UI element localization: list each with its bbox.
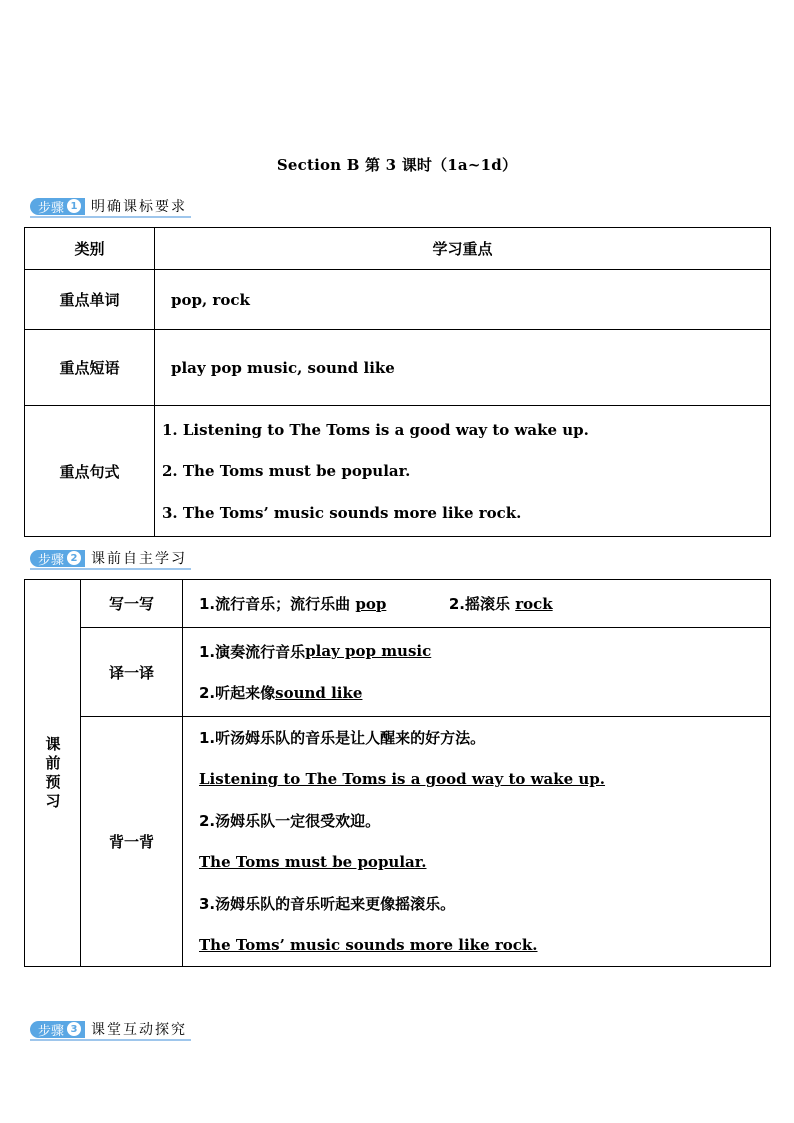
step-1-badge	[30, 198, 85, 215]
table-row	[25, 270, 771, 330]
table-header-row	[25, 228, 771, 270]
recite-label: 背一背	[81, 717, 183, 967]
row-content: pop, rock	[155, 270, 771, 330]
side-label: 课前预习	[45, 735, 61, 810]
row-content	[155, 406, 771, 537]
translate-content	[183, 628, 771, 717]
translate-row	[25, 628, 771, 717]
sentence-1: 1. Listening to The Toms is a good way to wake up.	[162, 420, 589, 439]
row-category: 重点单词	[25, 270, 155, 330]
recite-sentence-3-cn: 3.汤姆乐队的音乐听起来更像摇滚乐。	[199, 895, 456, 914]
step-2-title: 课前自主学习	[91, 551, 188, 567]
step-3-title: 课堂互动探究	[91, 1022, 188, 1038]
translate-item-1	[199, 631, 770, 673]
recite-row	[25, 717, 771, 967]
recite-sentence-2-cn: 2.汤姆乐队一定很受欢迎。	[199, 812, 381, 831]
step-1-title: 明确课标要求	[91, 199, 188, 215]
step-1-badge-label: 步骤	[38, 200, 65, 216]
row-category: 重点句式	[25, 406, 155, 537]
row-content: play pop music, sound like	[155, 330, 771, 406]
step-3-number: 3	[67, 1022, 81, 1036]
table-row	[25, 406, 771, 537]
step-2-number: 2	[67, 551, 81, 565]
recite-sentence-2-en: The Toms must be popular.	[199, 853, 427, 872]
translate-label: 译一译	[81, 628, 183, 717]
recite-content	[183, 717, 771, 967]
table-row	[25, 330, 771, 406]
step-3-header	[30, 1020, 191, 1041]
header-focus: 学习重点	[155, 228, 771, 270]
step-2-header	[30, 549, 191, 570]
translate-item-2-answer: sound like	[275, 683, 363, 702]
step-1-header	[30, 197, 191, 218]
translate-item-1-answer: play pop music	[305, 642, 432, 661]
write-item-1-answer: pop	[355, 595, 387, 613]
recite-sentence-3-en: The Toms’ music sounds more like rock.	[199, 936, 538, 955]
step-3-badge	[30, 1021, 85, 1038]
recite-sentence-1-en: Listening to The Toms is a good way to wake up.	[199, 770, 606, 789]
write-content	[183, 580, 771, 628]
write-item-1-prompt: 1.流行音乐；流行乐曲	[199, 595, 351, 613]
translate-item-2	[199, 672, 770, 714]
recite-sentence-1-cn: 1.听汤姆乐队的音乐是让人醒来的好方法。	[199, 729, 486, 748]
write-label: 写一写	[81, 580, 183, 628]
translate-item-1-prompt: 1.演奏流行音乐	[199, 642, 306, 661]
sentence-2: 2. The Toms must be popular.	[162, 462, 411, 480]
step-2-badge	[30, 550, 85, 567]
step-3-badge-label: 步骤	[38, 1023, 65, 1039]
step-2-badge-label: 步骤	[38, 552, 65, 568]
header-category: 类别	[25, 228, 155, 270]
row-category: 重点短语	[25, 330, 155, 406]
sentence-3: 3. The Toms’ music sounds more like rock.	[162, 503, 522, 522]
step-1-number: 1	[67, 199, 81, 213]
curriculum-table	[24, 227, 771, 537]
write-row	[25, 580, 771, 628]
preview-table	[24, 579, 771, 967]
write-item-2-answer: rock	[515, 595, 553, 613]
write-item-2-prompt: 2.摇滚乐	[448, 595, 510, 613]
page-title: Section B 第 3 课时（1a~1d）	[276, 156, 518, 174]
side-label-cell	[25, 580, 81, 967]
translate-item-2-prompt: 2.听起来像	[199, 684, 276, 703]
